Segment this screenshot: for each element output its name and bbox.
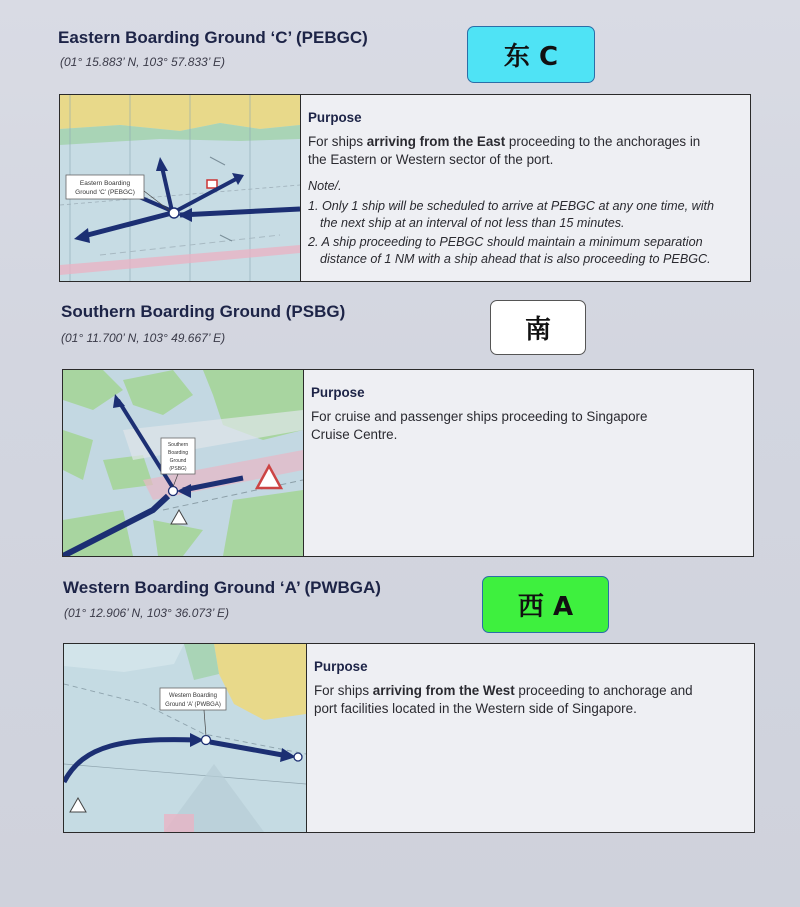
purpose-block-western <box>306 644 754 832</box>
panel-southern <box>62 369 754 557</box>
section-title-eastern: Eastern Boarding Ground ‘C’ (PEBGC) <box>58 28 368 47</box>
purpose-line: port facilities located in the Western side of Singapore. <box>314 701 637 716</box>
tag-east-c: 东 C <box>467 26 595 83</box>
purpose-line: the Eastern or Western sector of the port. <box>308 152 554 167</box>
note-heading: Note/. <box>308 179 342 193</box>
map-label-line: Southern <box>167 442 189 448</box>
map-label-line: Ground ‘A’ (PWBGA) <box>165 702 221 708</box>
coordinates-western: (01° 12.906’ N, 103° 36.073’ E) <box>64 606 230 620</box>
panel-western <box>63 643 755 833</box>
panel-eastern <box>59 94 751 282</box>
map-label-line: Boarding <box>167 450 189 456</box>
map-label-line: Ground ‘C’ (PEBGC) <box>75 189 135 196</box>
purpose-line: For ships arriving from the West proceeding to anchorage and <box>314 683 693 698</box>
purpose-heading: Purpose <box>308 110 362 125</box>
map-label-line: (PSBG) <box>169 466 187 472</box>
tag-south: 南 <box>490 300 586 355</box>
purpose-heading: Purpose <box>314 659 368 674</box>
note-item-1: 1. Only 1 ship will be scheduled to arrive at PEBGC at any one time, with the next ship at an interval of not less than 15 minutes. <box>308 199 714 230</box>
purpose-block-eastern <box>300 95 750 281</box>
purpose-heading: Purpose <box>311 385 365 400</box>
chart-map-southern <box>63 370 304 556</box>
section-title-southern: Southern Boarding Ground (PSBG) <box>61 302 346 321</box>
purpose-line: Cruise Centre. <box>311 427 398 442</box>
coordinates-southern: (01° 11.700’ N, 103° 49.667’ E) <box>61 331 226 345</box>
map-label-line: Ground <box>169 458 187 464</box>
map-label-line: Eastern Boarding <box>79 180 131 187</box>
chart-map-eastern <box>60 95 301 281</box>
note-item-2: 2. A ship proceeding to PEBGC should maintain a minimum separation distance of 1 NM with a ship ahead that is also proceeding to PEBGC. <box>308 235 711 266</box>
tag-west-a: 西 A <box>482 576 609 633</box>
purpose-block-southern <box>303 370 753 556</box>
purpose-line: For cruise and passenger ships proceeding to Singapore <box>311 409 648 424</box>
coordinates-eastern: (01° 15.883’ N, 103° 57.833’ E) <box>60 55 226 69</box>
section-title-western: Western Boarding Ground ‘A’ (PWBGA) <box>63 578 381 597</box>
purpose-line: For ships arriving from the East proceeding to the anchorages in <box>308 134 701 149</box>
map-label-line: Western Boarding <box>169 693 217 699</box>
chart-map-western <box>64 644 307 832</box>
